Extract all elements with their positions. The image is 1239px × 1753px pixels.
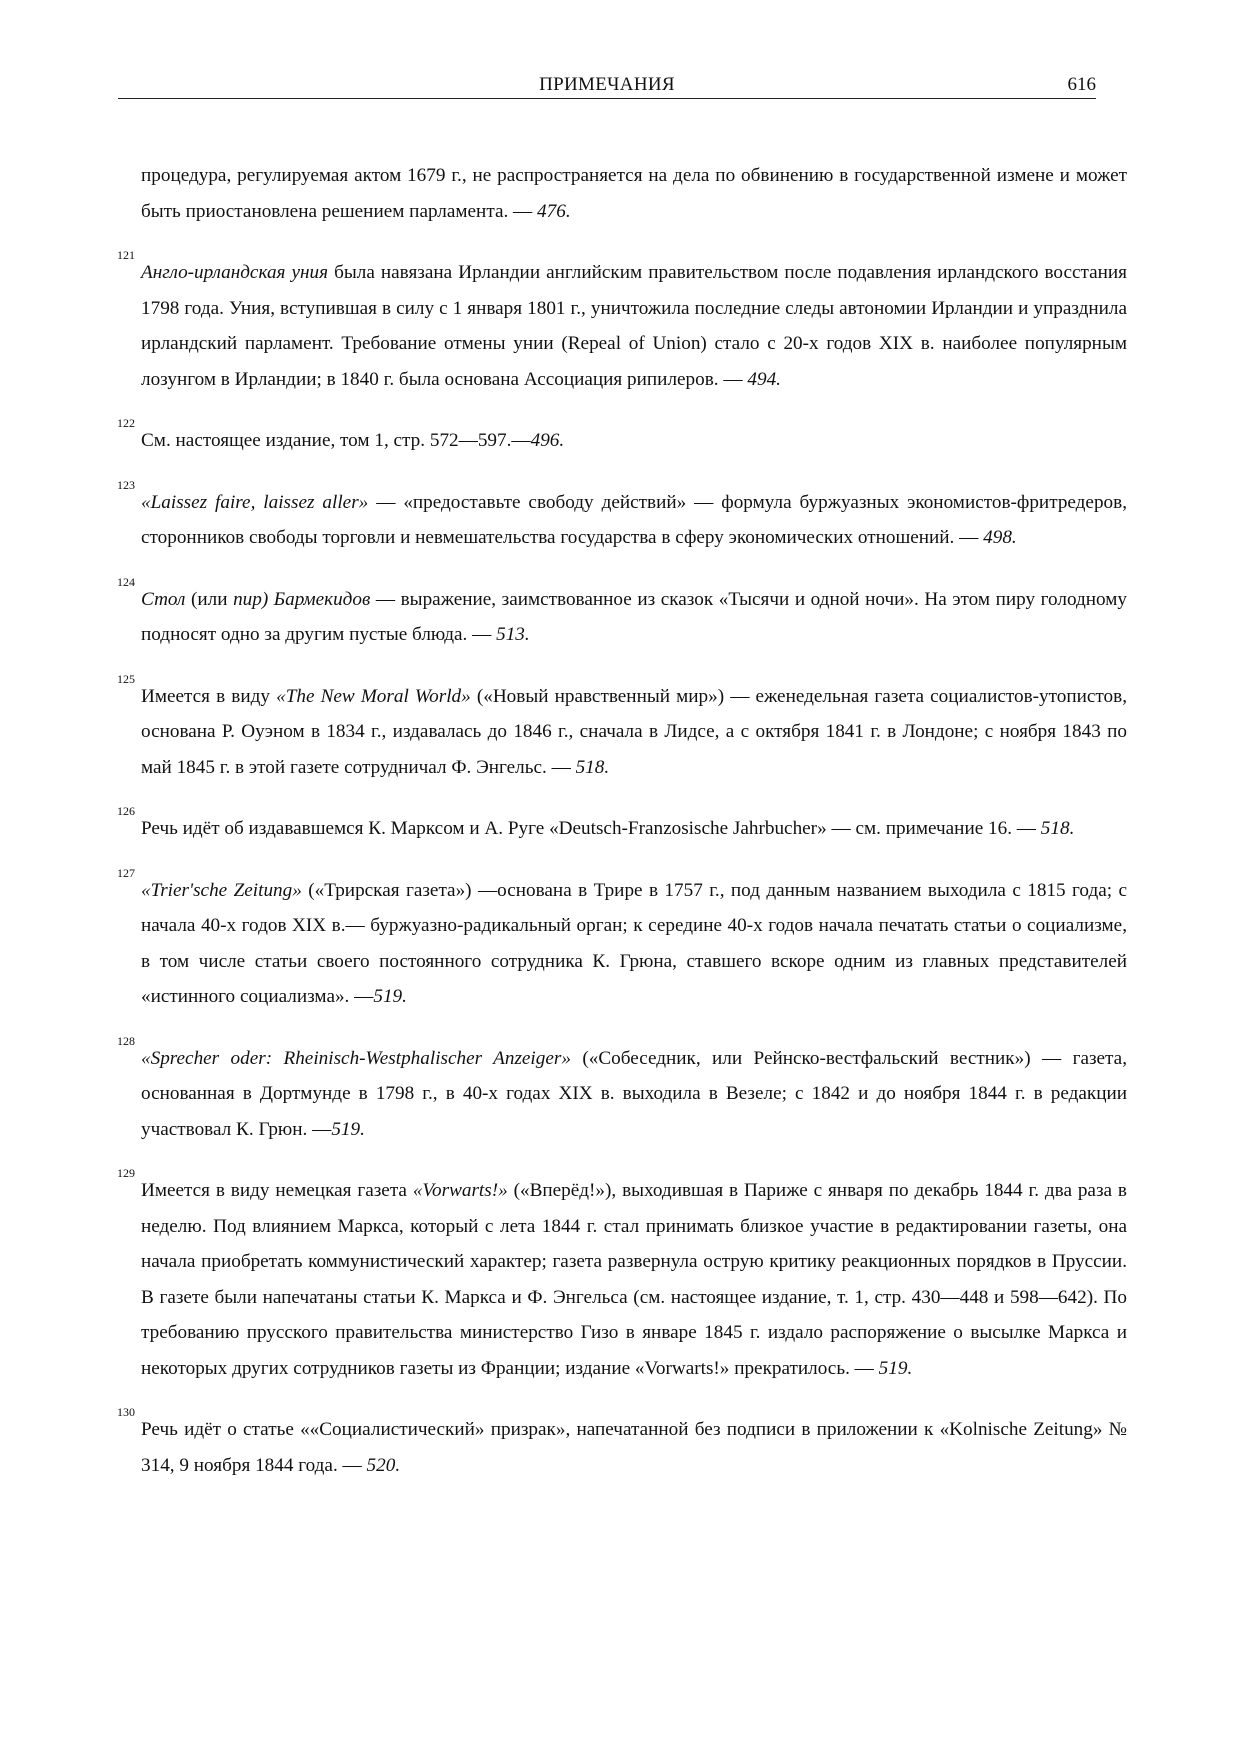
note-text: Речь идёт о статье ««Социалистический» призрак», напечатанной без подписи в приложении к «Kolnische Zeitung» № 314, 9 ноября 1844 года. — xyxy=(141,1419,1127,1476)
running-header xyxy=(118,72,1096,99)
note-124 xyxy=(117,574,1127,653)
note-italic-text: «Sprecher oder: Rheinisch-Westphalischer Anzeiger» xyxy=(141,1047,571,1069)
note-text: процедура, регулируемая актом 1679 г., не распространяется на дела по обвинению в государственной измене и может быть приостановлена решением парламента. — xyxy=(141,165,1127,222)
note-italic-text: пир) Бармекидов xyxy=(233,588,371,610)
note-text: («Новый нравственный мир») — еженедельная газета социалистов-утопистов, основана Р. Оуэном в 1834 г., издавалась до 1846 г., сначала в Лидсе, а с октября 1841 г. в Лондоне; с ноября 1843 по май 1845 г. в этой газете сотрудничал Ф. Энгельс. — xyxy=(141,685,1127,778)
note-italic-text: 498. xyxy=(983,527,1017,548)
note-number: 127 xyxy=(117,865,135,880)
header-title: ПРИМЕЧАНИЯ xyxy=(539,74,675,95)
note-121 xyxy=(117,248,1128,397)
note-italic-text: 494. xyxy=(747,368,781,390)
note-number: 124 xyxy=(117,574,135,589)
note-text: Имеется в виду xyxy=(141,685,277,707)
note-italic-text: 518. xyxy=(1040,818,1075,839)
note-italic-text: 476. xyxy=(537,200,571,222)
note-130 xyxy=(117,1405,1127,1483)
note-129 xyxy=(117,1166,1127,1386)
note-125 xyxy=(117,671,1127,786)
note-text: — «предоставьте свободу действий» — формула буржуазных экономистов-фритредеров, сторонников свободы торговли и невмешательства государства в сферу экономических отношений. — xyxy=(141,491,1127,548)
note-text: («Собеседник, или Рейнско-вестфальский вестник») — газета, основанная в Дортмунде в 1798 г., в 40-х годах XIX в. выходила в Везеле; с 1842 и до ноября 1844 г. в редакции участвовал К. Грюн. — xyxy=(141,1047,1127,1140)
notes-list xyxy=(117,158,1127,1509)
page-number: 616 xyxy=(1067,74,1096,95)
note-italic-text: «The New Moral World» xyxy=(276,685,471,707)
note-number: 129 xyxy=(117,1166,135,1180)
note-text: («Вперёд!»), выходившая в Париже с января по декабрь 1844 г. два раза в неделю. Под влиянием Маркса, который с лета 1844 г. стал принимать близкое участие в редактировании газеты, она начала приобретать коммунистический характер; газета развернула острую критику реакционных порядков в Пруссии. В газете были напечатаны статьи К. Маркса и Ф. Энгельса (см. настоящее издание, т. 1, стр. 430—448 и 598—642). По требованию прусского правительства министерство Гизо в январе 1845 г. издало распоряжение о высылке Маркса и некоторых других сотрудников газеты из Франции; издание «Vorwarts!» прекратилось. — xyxy=(141,1180,1127,1379)
note-text: — выражение, заимствованное из сказок «Тысячи и одной ночи». На этом пиру голодному подносят одно за другим пустые блюда. — xyxy=(141,588,1127,645)
note-123 xyxy=(117,477,1127,556)
note-italic-text: Англо-ирландская уния xyxy=(141,262,329,283)
note-number: 126 xyxy=(117,804,135,818)
note-text: См. настоящее издание, том 1, стр. 572—597.— xyxy=(141,430,531,451)
note-126 xyxy=(117,804,1127,847)
note-italic-text: 520. xyxy=(366,1454,401,1476)
note-italic-text: 513. xyxy=(496,624,530,645)
note-text: Имеется в виду немецкая газета xyxy=(141,1180,413,1201)
note-italic-text: 519. xyxy=(331,1118,365,1140)
note-italic-text: «Trier'sche Zeitung» xyxy=(141,879,302,901)
note-127 xyxy=(117,865,1127,1015)
note-continued xyxy=(117,158,1127,229)
note-italic-text: «Vorwarts!» xyxy=(412,1180,508,1201)
note-italic-text: 519. xyxy=(373,986,407,1007)
note-italic-text: «Laissez faire, laissez aller» xyxy=(141,491,369,513)
note-italic-text: 518. xyxy=(575,756,610,778)
note-number: 128 xyxy=(117,1033,135,1048)
note-number: 123 xyxy=(117,477,135,492)
note-number: 125 xyxy=(117,671,135,686)
note-number: 121 xyxy=(117,248,135,262)
note-122 xyxy=(117,416,1127,459)
note-italic-text: Стол xyxy=(141,588,186,610)
note-text: («Трирская газета») —основана в Трире в 1757 г., под данным названием выходила с 1815 года; с начала 40-х годов XIX в.— буржуазно-радикальный орган; к середине 40-х годов начала печатать статьи о социализме, в том числе статьи своего постоянного сотрудника К. Грюна, ставшего вскоре одним из главных представителей «истинного социализма». — xyxy=(141,879,1127,1007)
note-128 xyxy=(117,1033,1127,1148)
note-text: Речь идёт об издававшемся К. Марксом и А. Руге «Deutsch-Franzosische Jahrbucher» — см. примечание 16. — xyxy=(141,818,1041,839)
note-text: (или xyxy=(185,588,234,610)
note-text: была навязана Ирландии английским правительством после подавления ирландского восстания 1798 года. Уния, вступившая в силу с 1 января 1801 г., уничтожила последние следы автономии Ирландии и упразднила ирландский парламент. Требование отмены унии (Repeal of Union) стало с 20-х годов XIX в. наиболее популярным лозунгом в Ирландии; в 1840 г. была основана Ассоциация рипилеров. — xyxy=(141,262,1128,390)
note-number: 122 xyxy=(117,416,135,430)
note-italic-text: 519. xyxy=(878,1357,913,1379)
note-italic-text: 496. xyxy=(530,430,565,451)
note-number: 130 xyxy=(117,1405,135,1419)
